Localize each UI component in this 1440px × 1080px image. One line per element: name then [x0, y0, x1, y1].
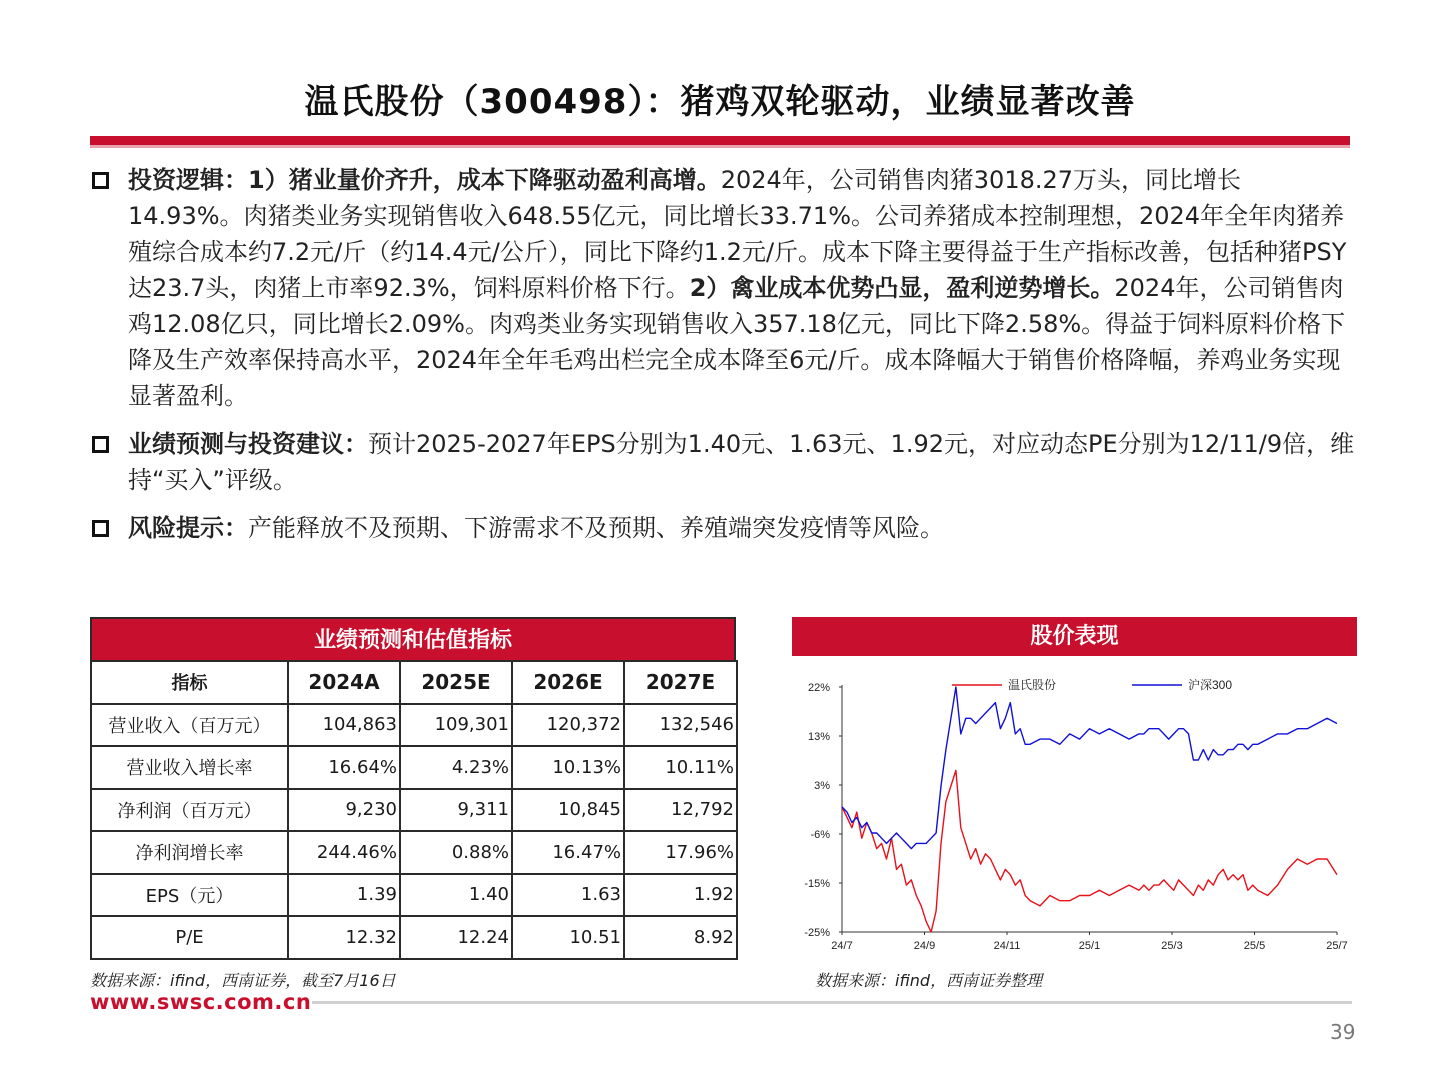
bullet-list: [90, 162, 1355, 558]
x-tick-label: 24/11: [993, 940, 1021, 952]
square-bullet-icon: [92, 520, 109, 537]
table-cell: 16.64%: [288, 746, 400, 789]
row-label: P/E: [91, 916, 288, 959]
header-cell: 2024A: [288, 661, 400, 704]
x-tick-label: 25/3: [1161, 940, 1183, 952]
table-row: [91, 831, 737, 874]
table-cell: 9,230: [288, 789, 400, 832]
x-tick-label: 25/7: [1326, 940, 1348, 952]
y-tick-label: -15%: [804, 878, 830, 890]
table-row: [91, 916, 737, 959]
bullet-text: 产能释放不及预期、下游需求不及预期、养殖端突发疫情等风险。: [248, 514, 944, 542]
header-cell: 指标: [91, 661, 288, 704]
title-divider: [90, 136, 1350, 148]
table-cell: 9,311: [400, 789, 512, 832]
table-cell: 10.11%: [624, 746, 737, 789]
square-bullet-icon: [92, 436, 109, 453]
table-cell: 10.51: [512, 916, 624, 959]
table-header-row: [91, 661, 737, 704]
table-cell: 244.46%: [288, 831, 400, 874]
row-label: 营业收入增长率: [91, 746, 288, 789]
table-cell: 1.40: [400, 874, 512, 917]
chart-title: 股价表现: [792, 617, 1357, 656]
table-cell: 10.13%: [512, 746, 624, 789]
header-cell: 2027E: [624, 661, 737, 704]
table-cell: 104,863: [288, 704, 400, 747]
page-title: 温氏股份（300498）：猪鸡双轮驱动，业绩显著改善: [304, 82, 1136, 122]
table-title: 业绩预测和估值指标: [90, 617, 736, 660]
bullet-forecast: [90, 426, 1355, 498]
forecast-table-panel: [90, 617, 736, 960]
row-label: EPS（元）: [91, 874, 288, 917]
table-cell: 17.96%: [624, 831, 737, 874]
row-label: 营业收入（百万元）: [91, 704, 288, 747]
table-cell: 132,546: [624, 704, 737, 747]
series-line-csi300: [842, 687, 1337, 849]
table-cell: 120,372: [512, 704, 624, 747]
x-tick-label: 24/7: [831, 940, 853, 952]
x-tick-label: 24/9: [913, 940, 936, 952]
header-cell: 2025E: [400, 661, 512, 704]
legend-label: 沪深300: [1188, 678, 1233, 692]
bullet-heading: 业绩预测与投资建议：: [128, 430, 368, 458]
bullet-heading: 投资逻辑：1）猪业量价齐升，成本下降驱动盈利高增。: [128, 166, 721, 194]
table-cell: 16.47%: [512, 831, 624, 874]
bullet-risk: [90, 510, 1355, 546]
table-cell: 4.23%: [400, 746, 512, 789]
table-cell: 1.92: [624, 874, 737, 917]
table-cell: 109,301: [400, 704, 512, 747]
table-row: [91, 704, 737, 747]
table-cell: 12,792: [624, 789, 737, 832]
table-cell: 1.39: [288, 874, 400, 917]
series-line-wens: [842, 770, 1337, 932]
table-cell: 8.92: [624, 916, 737, 959]
square-bullet-icon: [92, 172, 109, 189]
bullet-text: 预计2025-2027年EPS分别为1.40元、1.63元、1.92元，对应动态PE分别为12/11/9倍，维持“买入”评级。: [128, 430, 1355, 494]
bullet-subheading: 2）禽业成本优势凸显，盈利逆势增长。: [689, 274, 1115, 302]
footer-divider: [312, 1001, 1352, 1004]
y-tick-label: 3%: [814, 780, 830, 792]
table-cell: 1.63: [512, 874, 624, 917]
bullet-investment-logic: [90, 162, 1355, 414]
table-row: [91, 746, 737, 789]
x-tick-label: 25/1: [1078, 940, 1101, 952]
bullet-heading: 风险提示：: [128, 514, 248, 542]
row-label: 净利润（百万元）: [91, 789, 288, 832]
table-cell: 10,845: [512, 789, 624, 832]
y-tick-label: 13%: [807, 731, 830, 743]
page-number: 39: [1330, 1020, 1356, 1044]
table-cell: 12.24: [400, 916, 512, 959]
row-label: 净利润增长率: [91, 831, 288, 874]
stock-price-chart: [792, 660, 1357, 960]
legend-label: 温氏股份: [1008, 678, 1057, 692]
chart-source-note: 数据来源：ifind，西南证券整理: [815, 971, 1043, 990]
y-tick-label: 22%: [807, 682, 830, 694]
bullet-text: 2024年，公司销售肉鸡12.08亿只，同比增长2.09%。肉鸡类业务实现销售收入357.18亿元，同比下降2.58%。得益于饲料原料价格下降及生产效率保持高水平，2024年全年毛鸡出栏完全成本降至6元/斤。成本降幅大于销售价格降幅，养鸡业务实现显著盈利。: [128, 274, 1346, 410]
bullet-text: 2024年，公司销售肉猪3018.27万头，同比增长14.93%。肉猪类业务实现销售收入648.55亿元，同比增长33.71%。公司养猪成本控制理想，2024年全年肉猪养殖综合成本约7.2元/斤（约14.4元/公斤），同比下降约1.2元/斤。成本下降主要得益于生产指标改善，包括种猪PSY达23.7头，肉猪上市率92.3%，饲料原料价格下行。: [128, 166, 1347, 302]
table-row: [91, 874, 737, 917]
footer-logo[interactable]: www.swsc.com.cn: [90, 990, 312, 1014]
y-tick-label: -6%: [810, 829, 830, 841]
header-cell: 2026E: [512, 661, 624, 704]
forecast-table: [90, 660, 738, 960]
table-cell: 12.32: [288, 916, 400, 959]
table-cell: 0.88%: [400, 831, 512, 874]
table-source-note: 数据来源：ifind，西南证券，截至7月16日: [90, 971, 396, 990]
table-row: [91, 789, 737, 832]
x-tick-label: 25/5: [1243, 940, 1266, 952]
y-tick-label: -25%: [804, 927, 830, 939]
